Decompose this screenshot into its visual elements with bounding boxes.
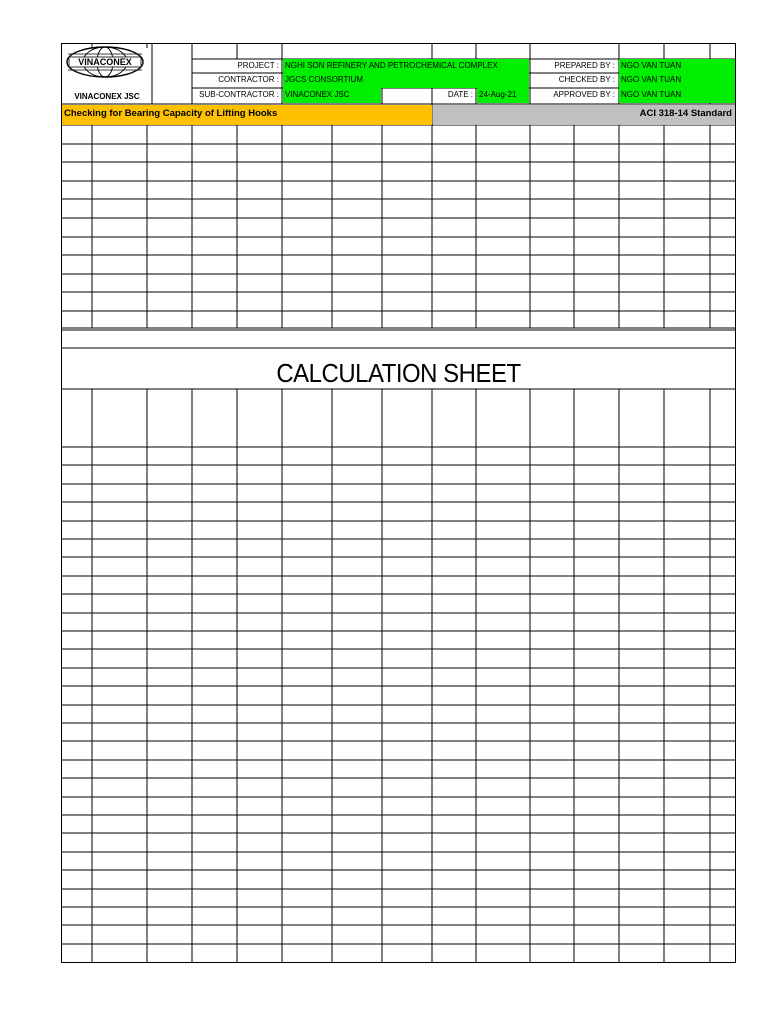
contractor-value: JGCS CONSORTIUM — [283, 73, 529, 88]
project-value: NGHI SON REFINERY AND PETROCHEMICAL COMPLEX — [283, 59, 529, 73]
approved-by-label: APPROVED BY : — [553, 90, 615, 99]
date-label: DATE : — [447, 90, 473, 99]
calculation-sheet-title: CALCULATION SHEET — [276, 358, 521, 388]
date-value: 24-Aug-21 — [477, 88, 529, 103]
sheet-grid — [62, 44, 737, 964]
standard-label: ACI 318-14 Standard — [433, 105, 735, 125]
project-label: PROJECT : — [237, 61, 279, 70]
prepared-by-label: PREPARED BY : — [554, 61, 615, 70]
logo-text: VINACONEX — [78, 57, 132, 67]
prepared-by-value: NGO VAN TUAN — [619, 59, 735, 73]
subcontractor-label: SUB-CONTRACTOR : — [199, 90, 279, 99]
checked-by-label: CHECKED BY : — [558, 75, 615, 84]
contractor-label: CONTRACTOR : — [218, 75, 279, 84]
checked-by-value: NGO VAN TUAN — [619, 73, 735, 88]
company-name: VINACONEX JSC — [74, 92, 140, 101]
approved-by-value: NGO VAN TUAN — [619, 88, 735, 103]
subcontractor-value: VINACONEX JSC — [283, 88, 381, 103]
subject-title: Checking for Bearing Capacity of Lifting Hooks — [62, 105, 432, 125]
company-logo — [62, 44, 152, 88]
calculation-sheet — [61, 43, 736, 963]
